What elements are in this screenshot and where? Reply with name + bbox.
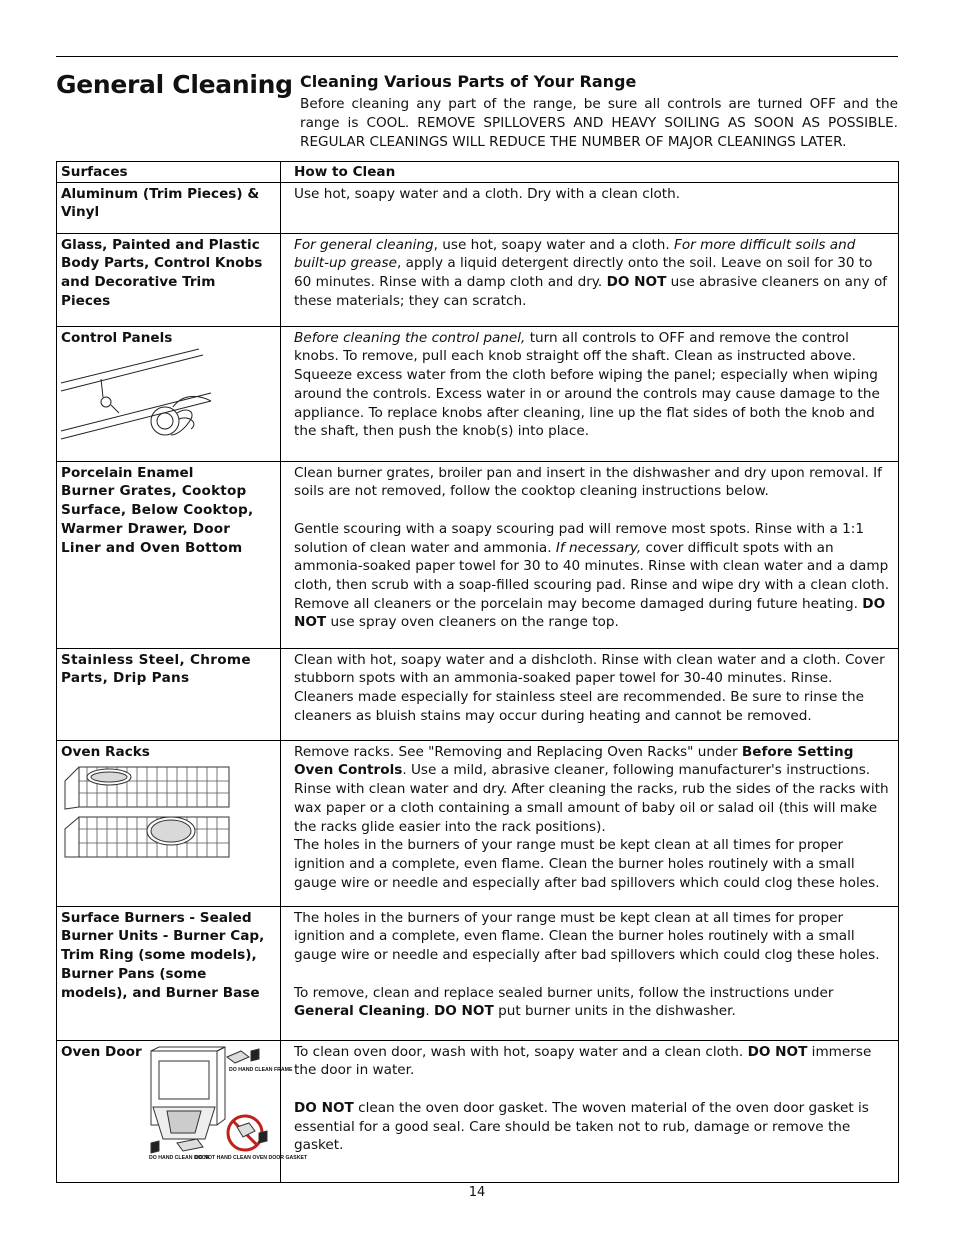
oven-racks-illustration: [61, 763, 231, 861]
how-cell: [281, 326, 899, 461]
table-row: [57, 740, 899, 906]
header-how-to-clean: How to Clean: [281, 162, 899, 183]
text-run: turn all controls to OFF and remove the control knobs. To remove, pull each knob straight off the shaft. Clean as instructed above. Squeeze excess water from the cloth before wiping the panel; especially when wiping around the controls. Excess water in or around the controls may cause damage to the appliance. To replace knobs after cleaning, line up the flat sides of both the knob and the shaft, then push the knob(s) into place.: [294, 329, 880, 440]
page-title: General Cleaning: [56, 70, 293, 99]
surface-cell: [57, 461, 281, 648]
emphasis-bold: DO NOT: [433, 1003, 494, 1020]
page-number: 14: [468, 1185, 486, 1200]
emphasis-bold: DO NOT: [294, 595, 886, 631]
emphasis-italic: For general cleaning: [294, 236, 434, 253]
text-run: , apply a liquid detergent directly onto the soil. Leave on soil for 30 to 60 minutes. Rinse with a damp cloth and dry.: [294, 255, 873, 291]
control-knob-illustration: [61, 349, 211, 449]
text-run: The holes in the burners of your range must be kept clean at all times for proper ignition and a complete, even flame. Clean the burner holes routinely with a small gauge wire or needle and especially after bad spillovers which could clog these holes.: [294, 837, 880, 891]
how-paragraph: [294, 464, 894, 501]
label-not-hand-clean-gasket: DO NOT HAND CLEAN OVEN DOOR GASKET: [195, 1154, 308, 1161]
table-row: [57, 182, 899, 233]
text-run: Use hot, soapy water and a cloth. Dry with a clean cloth.: [294, 185, 681, 202]
how-paragraph: [294, 836, 894, 892]
surface-label: Oven Door: [61, 1043, 142, 1060]
surface-cell: [57, 326, 281, 461]
how-cell: [281, 740, 899, 906]
emphasis-bold: General Cleaning: [294, 1003, 426, 1020]
text-run: use abrasive cleaners on any of these materials; they can scratch.: [294, 274, 888, 309]
emphasis-bold: DO NOT: [747, 1043, 808, 1060]
text-run: Gentle scouring with a soapy scouring pad will remove most spots. Rinse with a 1:1 solution of clean water and ammonia.: [294, 520, 864, 556]
emphasis-italic: For more difficult soils and built-up grease: [294, 236, 856, 272]
header-surfaces: Surfaces: [57, 162, 281, 183]
emphasis-italic: Before cleaning the control panel,: [294, 329, 526, 346]
table-row: [57, 461, 899, 648]
table-row: [57, 326, 899, 461]
paragraph-gap: [294, 501, 894, 520]
text-run: .: [425, 1003, 434, 1020]
emphasis-italic: If necessary,: [555, 539, 642, 556]
surface-cell: Surface Burners - Sealed Burner Units - Burner Cap, Trim Ring (some models), Burner Pans (some models), and Burner Base: [57, 906, 281, 1040]
top-rule: [56, 56, 898, 57]
table-row: [57, 648, 899, 740]
paragraph-gap: [294, 1080, 894, 1099]
how-paragraph: [294, 1099, 894, 1155]
how-paragraph: [294, 520, 894, 632]
how-paragraph: [294, 1043, 894, 1080]
cleaning-table: [56, 161, 899, 1183]
table-row: [57, 906, 899, 1040]
table-header-row: [57, 162, 899, 183]
surface-cell: [57, 740, 281, 906]
how-paragraph: [294, 651, 894, 726]
text-run: clean the oven door gasket. The woven material of the oven door gasket is essential for a good seal. Care should be taken not to rub, damage or remove the gasket.: [294, 1099, 869, 1154]
how-paragraph: [294, 984, 894, 1021]
paragraph-gap: [294, 965, 894, 984]
text-run: put burner units in the dishwasher.: [493, 1003, 736, 1020]
how-cell: [281, 648, 899, 740]
surface-label: Porcelain Enamel: [61, 464, 194, 481]
table-row: [57, 233, 899, 326]
how-paragraph: [294, 743, 894, 837]
emphasis-bold: DO NOT: [606, 274, 667, 291]
label-hand-clean-door: DO HAND CLEAN DOOR: [149, 1154, 210, 1161]
table-row: [57, 1040, 899, 1182]
how-cell: [281, 1040, 899, 1182]
surface-cell: Glass, Painted and Plastic Body Parts, Control Knobs and Decorative Trim Pieces: [57, 233, 281, 326]
text-run: . Use a mild, abrasive cleaner, following manufacturer's instructions. Rinse with clean water and dry. After cleaning the racks, rub the sides of the racks with wax paper or a cloth containing a small amount of baby oil or salad oil (this will make the racks glide easier into the rack positions).: [294, 762, 889, 835]
text-run: To remove, clean and replace sealed burner units, follow the instructions under: [294, 984, 834, 1001]
text-run: use spray oven cleaners on the range top.: [326, 614, 619, 631]
intro-text: Before cleaning any part of the range, be sure all controls are turned OFF and the range is COOL. REMOVE SPILLOVERS AND HEAVY SOILING AS SOON AS POSSIBLE. REGULAR CLEANINGS WILL REDUCE THE NUMBER OF MAJOR CLEANINGS LATER.: [300, 96, 898, 150]
how-cell: [281, 461, 899, 648]
text-run: To clean oven door, wash with hot, soapy water and a clean cloth.: [294, 1043, 748, 1060]
section-heading: Cleaning Various Parts of Your Range: [300, 72, 637, 91]
surface-label: Control Panels: [61, 329, 173, 346]
how-paragraph: [294, 329, 894, 441]
how-paragraph: [294, 185, 894, 204]
how-paragraph: [294, 909, 894, 965]
how-cell: [281, 182, 899, 233]
oven-door-illustration: [149, 1047, 308, 1161]
text-run: immerse the door in water.: [294, 1043, 872, 1079]
how-paragraph: [294, 236, 894, 311]
surface-label: Burner Grates, Cooktop Surface, Below Cooktop, Warmer Drawer, Door Liner and Oven Bottom: [61, 483, 254, 556]
text-run: , use hot, soapy water and a cloth.: [433, 236, 675, 253]
surface-cell: [57, 1040, 308, 1182]
surface-cell: Aluminum (Trim Pieces) & Vinyl: [57, 182, 281, 233]
text-run: Clean with hot, soapy water and a dishcloth. Rinse with clean water and a cloth. Cover stubborn spots with an ammonia-soaked paper towel for 30-40 minutes. Rinse. Cleaners made especially for stainless steel are recommended. Be sure to rinse the cleaners as bluish stains may occur during heating and cannot be removed.: [294, 651, 885, 724]
text-run: Clean burner grates, broiler pan and insert in the dishwasher and dry upon removal. If soils are not removed, follow the cooktop cleaning instructions below.: [294, 464, 882, 500]
surface-label: Oven Racks: [61, 743, 150, 760]
text-run: Remove racks. See "Removing and Replacing Oven Racks" under: [294, 743, 742, 760]
how-cell: [281, 906, 899, 1040]
surface-cell: Stainless Steel, Chrome Parts, Drip Pans: [57, 648, 281, 740]
emphasis-bold: Before Setting Oven Controls: [294, 743, 854, 779]
emphasis-bold: DO NOT: [294, 1099, 354, 1116]
text-run: The holes in the burners of your range must be kept clean at all times for proper ignition and a complete, even flame. Clean the burner holes routinely with a small gauge wire or needle and especially after bad spillovers which could clog these holes.: [294, 909, 880, 964]
text-run: cover difficult spots with an ammonia-soaked paper towel for 30 to 40 minutes. Rinse with clean water and a damp cloth, then scrub with a soap-filled scouring pad. Rinse and wipe dry with a clean cloth. Remove all cleaners or the porcelain may become damaged during future heating.: [294, 539, 890, 612]
how-cell: [281, 233, 899, 326]
label-hand-clean-frame: DO HAND CLEAN FRAME: [229, 1066, 293, 1073]
